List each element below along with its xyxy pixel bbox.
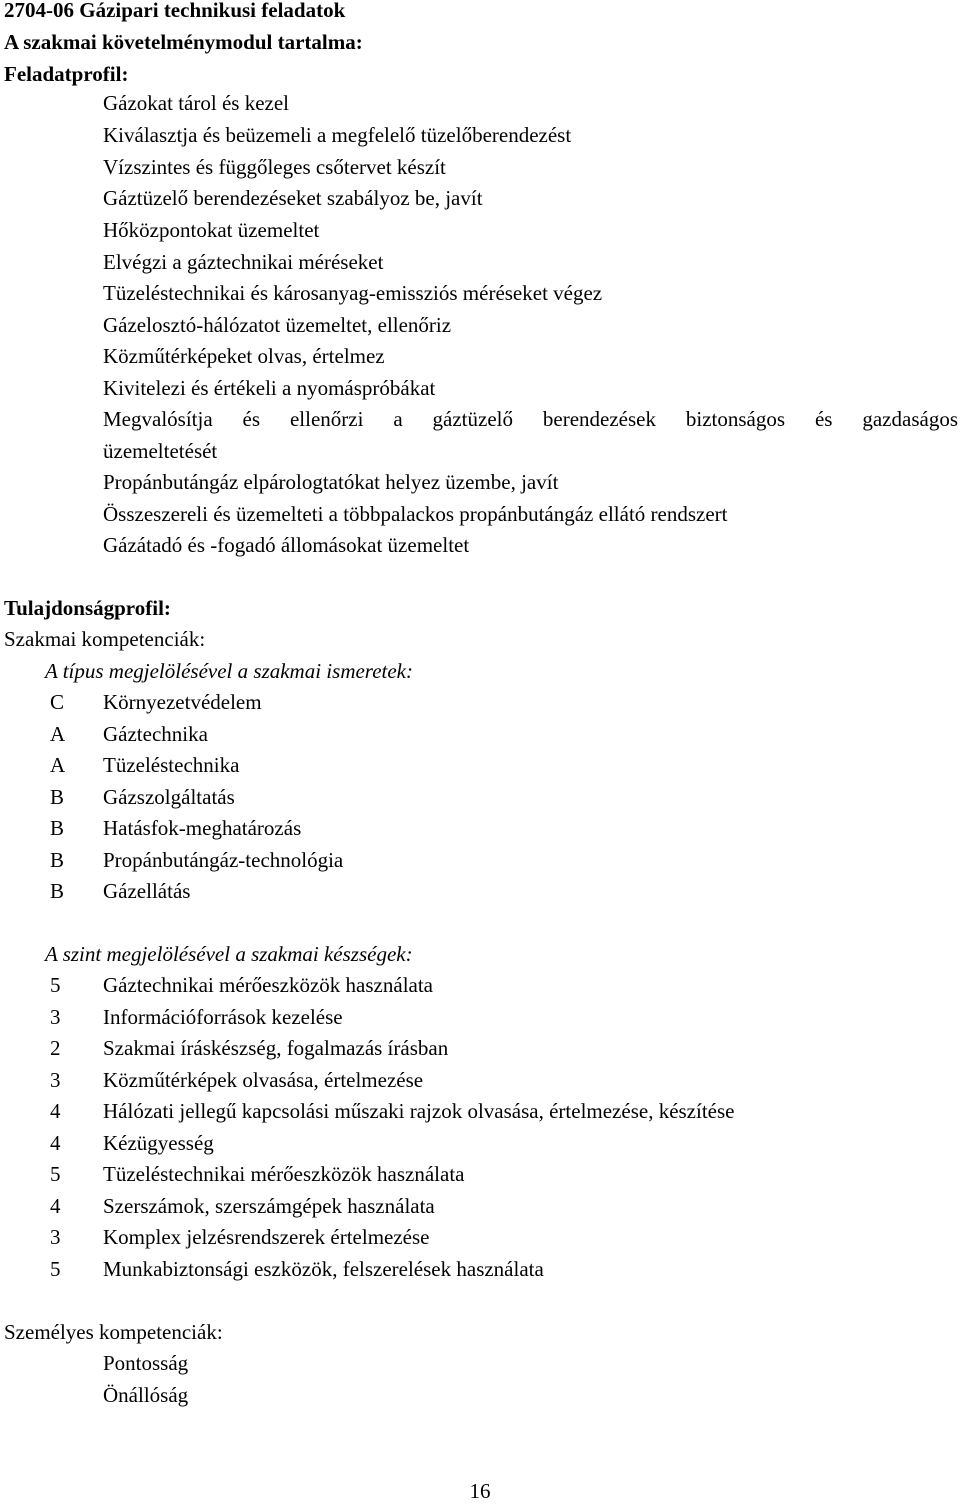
skill-item: Közműtérképek olvasása, értelmezése <box>103 1068 424 1092</box>
knowledge-type-code: C <box>50 690 65 714</box>
skill-item: Gáztechnikai mérőeszközök használata <box>103 973 434 997</box>
tulajdonsagprofil-heading: Tulajdonságprofil: <box>4 596 171 620</box>
feladatprofil-heading: Feladatprofil: <box>4 62 129 86</box>
skill-level-code: 4 <box>50 1131 61 1155</box>
task-item: Gázátadó és -fogadó állomásokat üzemeltet <box>103 533 470 557</box>
task-item: Kivitelezi és értékeli a nyomáspróbákat <box>103 376 436 400</box>
skill-level-code: 5 <box>50 1257 61 1281</box>
skill-item: Információforrások kezelése <box>103 1005 343 1029</box>
knowledge-item: Környezetvédelem <box>103 690 262 714</box>
personal-competence-item: Pontosság <box>103 1351 189 1375</box>
ismeretek-heading: A típus megjelölésével a szakmai ismeretek: <box>45 659 413 683</box>
skill-level-code: 3 <box>50 1068 61 1092</box>
skill-level-code: 3 <box>50 1005 61 1029</box>
knowledge-item: Gázellátás <box>103 879 191 903</box>
skill-item: Hálózati jellegű kapcsolási műszaki rajzok olvasása, értelmezése, készítése <box>103 1099 735 1123</box>
task-item-long: Megvalósítja és ellenőrzi a gáztüzelő berendezések biztonságos és gazdaságos <box>103 407 958 431</box>
skill-level-code: 3 <box>50 1225 61 1249</box>
module-title: 2704-06 Gázipari technikusi feladatok <box>4 0 346 22</box>
skill-level-code: 4 <box>50 1194 61 1218</box>
knowledge-type-code: A <box>50 753 66 777</box>
task-item: Gázelosztó-hálózatot üzemeltet, ellenőriz <box>103 313 452 337</box>
task-item: Tüzeléstechnikai és károsanyag-emissziós méréseket végez <box>103 281 603 305</box>
task-item: Vízszintes és függőleges csőtervet készít <box>103 155 446 179</box>
knowledge-type-code: B <box>50 879 65 903</box>
skill-item: Kézügyesség <box>103 1131 214 1155</box>
task-item: Összeszereli és üzemelteti a többpalackos propánbutángáz ellátó rendszert <box>103 502 728 526</box>
skill-item: Szerszámok, szerszámgépek használata <box>103 1194 435 1218</box>
personal-competence-item: Önállóság <box>103 1383 189 1407</box>
task-item-long-continuation: üzemeltetését <box>103 439 218 463</box>
skill-level-code: 4 <box>50 1099 61 1123</box>
task-item: Propánbutángáz elpárologtatókat helyez üzembe, javít <box>103 470 559 494</box>
knowledge-item: Propánbutángáz-technológia <box>103 848 344 872</box>
knowledge-type-code: B <box>50 848 65 872</box>
knowledge-type-code: A <box>50 722 66 746</box>
knowledge-item: Gáztechnika <box>103 722 208 746</box>
module-content-heading: A szakmai követelménymodul tartalma: <box>4 30 363 54</box>
task-item: Kiválasztja és beüzemeli a megfelelő tüzelőberendezést <box>103 123 572 147</box>
skill-item: Komplex jelzésrendszerek értelmezése <box>103 1225 430 1249</box>
task-item: Hőközpontokat üzemeltet <box>103 218 320 242</box>
skill-level-code: 2 <box>50 1036 61 1060</box>
skill-item: Munkabiztonsági eszközök, felszerelések használata <box>103 1257 544 1281</box>
skill-level-code: 5 <box>50 973 61 997</box>
task-item: Elvégzi a gáztechnikai méréseket <box>103 250 384 274</box>
keszsegek-heading: A szint megjelölésével a szakmai készségek: <box>45 942 413 966</box>
skill-item: Szakmai íráskészség, fogalmazás írásban <box>103 1036 449 1060</box>
task-item: Gáztüzelő berendezéseket szabályoz be, javít <box>103 186 483 210</box>
knowledge-type-code: B <box>50 816 65 840</box>
knowledge-item: Hatásfok-meghatározás <box>103 816 302 840</box>
task-item: Gázokat tárol és kezel <box>103 91 289 115</box>
skill-level-code: 5 <box>50 1162 61 1186</box>
knowledge-item: Tüzeléstechnika <box>103 753 240 777</box>
knowledge-item: Gázszolgáltatás <box>103 785 235 809</box>
szakmai-kompetenciak-label: Szakmai kompetenciák: <box>4 627 206 651</box>
task-item: Közműtérképeket olvas, értelmez <box>103 344 385 368</box>
szemelyes-kompetenciak-label: Személyes kompetenciák: <box>4 1320 223 1344</box>
knowledge-type-code: B <box>50 785 65 809</box>
page-number: 16 <box>469 1479 491 1503</box>
skill-item: Tüzeléstechnikai mérőeszközök használata <box>103 1162 465 1186</box>
